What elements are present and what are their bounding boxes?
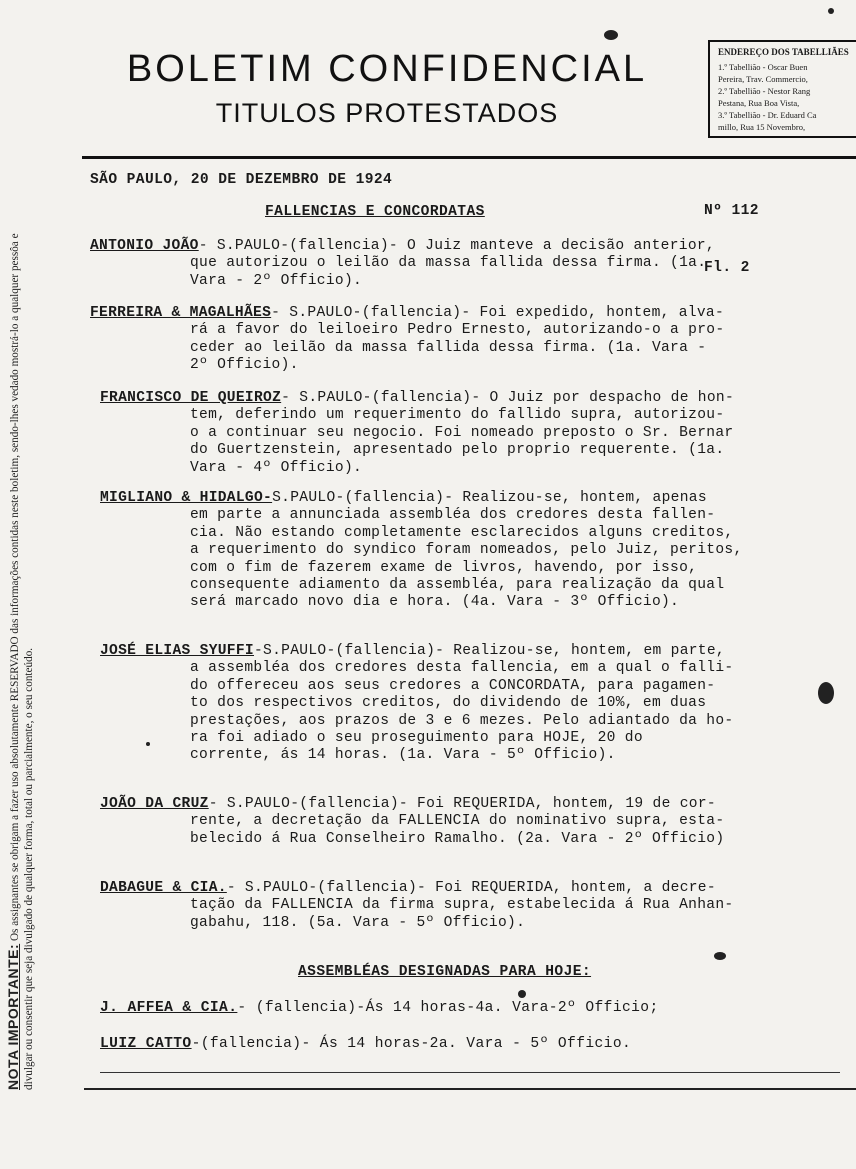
- page-subtitle: TITULOS PROTESTADOS: [215, 98, 559, 128]
- entry-name: DABAGUE & CIA.: [100, 880, 227, 896]
- entry-body: em parte a annunciada assembléa dos credores desta fallen- cia. Não estando completamente esclarecidos alguns creditos, a requerimento do syndico foram nomeados, pelo Juiz, peritos, com o fim de fazerem exame de livros, havendo, por isso, consequente adiamento da assembléa, para realização da qual será marcado novo dia e hora. (4a. Vara - 3º Officio).: [190, 507, 743, 611]
- address-line: millo, Rua 15 Novembro,: [718, 122, 806, 132]
- entry-dabague-cia: [100, 880, 733, 932]
- section-heading: FALLENCIAS E CONCORDATAS: [265, 204, 485, 220]
- entry-name: JOSÉ ELIAS SYUFFI: [100, 643, 254, 659]
- address-line: 1.º Tabellião - Oscar Buen: [718, 62, 808, 72]
- bulletin-number: Nº 112: [704, 203, 759, 219]
- assemblies-heading: ASSEMBLÉAS DESIGNADAS PARA HOJE:: [298, 964, 592, 980]
- entry-name: FRANCISCO DE QUEIROZ: [100, 390, 282, 406]
- assembly-name: J. AFFEA & CIA.: [100, 1000, 238, 1016]
- address-line: Pereira, Trav. Commercio,: [718, 74, 808, 84]
- entry-antonio-joao: [90, 238, 715, 290]
- entry-body: tação da FALLENCIA da firma supra, estabelecida á Rua Anhan- gabahu, 118. (5a. Vara - 5º Officio).: [190, 897, 734, 931]
- header-divider: [82, 156, 856, 159]
- entry-body: tem, deferindo um requerimento do fallido supra, autorizou- o a continuar seu negocio. Foi nomeado preposto o Sr. Bernar do Guertzenstein, apresentado pelo proprio requerente. (1a. Vara - 4º Officio).: [190, 407, 734, 476]
- notary-address-box: [708, 40, 856, 138]
- entry-body: rente, a decretação da FALLENCIA do nominativo supra, esta- belecido á Rua Conselheiro Ramalho. (2a. Vara - 2º Officio): [190, 813, 725, 847]
- ink-speck: [714, 952, 726, 960]
- address-box-title: ENDEREÇO DOS TABELLIÃES: [718, 47, 849, 57]
- entry-body: que autorizou o leilão da massa fallida dessa firma. (1a. Vara - 2º Officio).: [190, 255, 707, 289]
- entry-first-line: -S.PAULO-(fallencia)- Realizou-se, hontem, em parte,: [253, 643, 725, 659]
- assembly-item: [100, 1036, 631, 1052]
- ink-speck: [146, 742, 150, 746]
- important-note: [6, 230, 58, 1090]
- entry-name: MIGLIANO & HIDALGO-: [100, 490, 273, 506]
- important-note-text: Os assignantes se obrigam a fazer uso absolutamente RESERVADO das informações contidas neste boletim, sendo-lhes vedado mostrá-lo a qualquer pessôa e divulgar ou consentir que seja divulgado de qualquer forma, total ou parcialmente, o seu conteúdo.: [9, 233, 35, 1090]
- assembly-item: [100, 1000, 659, 1016]
- bulletin-date: SÃO PAULO, 20 DE DEZEMBRO DE 1924: [90, 172, 393, 188]
- ink-speck: [818, 682, 834, 704]
- entry-name: FERREIRA & MAGALHÃES: [90, 305, 272, 321]
- entry-name: JOÃO DA CRUZ: [100, 796, 209, 812]
- entry-first-line: - S.PAULO-(fallencia)- O Juiz por despacho de hon-: [281, 390, 735, 406]
- ink-speck: [518, 990, 526, 998]
- entry-jose-elias-syuffi: [100, 643, 733, 765]
- footer-divider-thin: [100, 1072, 840, 1073]
- entry-first-line: - S.PAULO-(fallencia)- O Juiz manteve a decisão anterior,: [198, 238, 715, 254]
- address-line: 3.º Tabellião - Dr. Eduard Ca: [718, 110, 817, 120]
- assembly-text: - (fallencia)-Ás 14 horas-4a. Vara-2º Officio;: [237, 1000, 659, 1016]
- bulletin-sheet: Fl. 2: [704, 260, 750, 276]
- entry-first-line: S.PAULO-(fallencia)- Realizou-se, hontem, apenas: [272, 490, 707, 506]
- entry-francisco-queiroz: [100, 390, 734, 477]
- entry-name: ANTONIO JOÃO: [90, 238, 199, 254]
- entry-body: a assembléa dos credores desta fallencia, em a qual o falli- do offereceu aos seus credores a CONCORDATA, para pagamen- to dos respectivos creditos, do dividendo de 10%, em duas prestações, aos prazos de 3 e 6 mezes. Pelo adiantado da ho- ra foi adiado o seu proseguimento para HOJE, 20 do corrente, ás 14 horas. (1a. Vara - 5º Officio).: [190, 660, 734, 764]
- assembly-text: -(fallencia)- Ás 14 horas-2a. Vara - 5º Officio.: [191, 1036, 632, 1052]
- assembly-name: LUIZ CATTO: [100, 1036, 192, 1052]
- ink-speck: [604, 30, 618, 40]
- entry-ferreira-magalhaes: [90, 305, 724, 375]
- entry-migliano-hidalgo: [100, 490, 743, 612]
- address-line: Pestana, Rua Boa Vista,: [718, 98, 800, 108]
- entry-first-line: - S.PAULO-(fallencia)- Foi expedido, hontem, alva-: [271, 305, 725, 321]
- entry-joao-da-cruz: [100, 796, 724, 848]
- entry-body: rá a favor do leiloeiro Pedro Ernesto, autorizando-o a pro- ceder ao leilão da massa fallida dessa firma. (1a. Vara - 2º Officio).: [190, 322, 725, 374]
- important-note-label: NOTA IMPORTANTE:: [5, 943, 21, 1090]
- page-title: BOLETIM CONFIDENCIAL: [126, 48, 648, 90]
- ink-speck: [828, 8, 834, 14]
- entry-first-line: - S.PAULO-(fallencia)- Foi REQUERIDA, hontem, 19 de cor-: [208, 796, 716, 812]
- footer-divider: [84, 1088, 856, 1090]
- address-line: 2.º Tabellião - Nestor Rang: [718, 86, 811, 96]
- entry-first-line: - S.PAULO-(fallencia)- Foi REQUERIDA, hontem, a decre-: [226, 880, 716, 896]
